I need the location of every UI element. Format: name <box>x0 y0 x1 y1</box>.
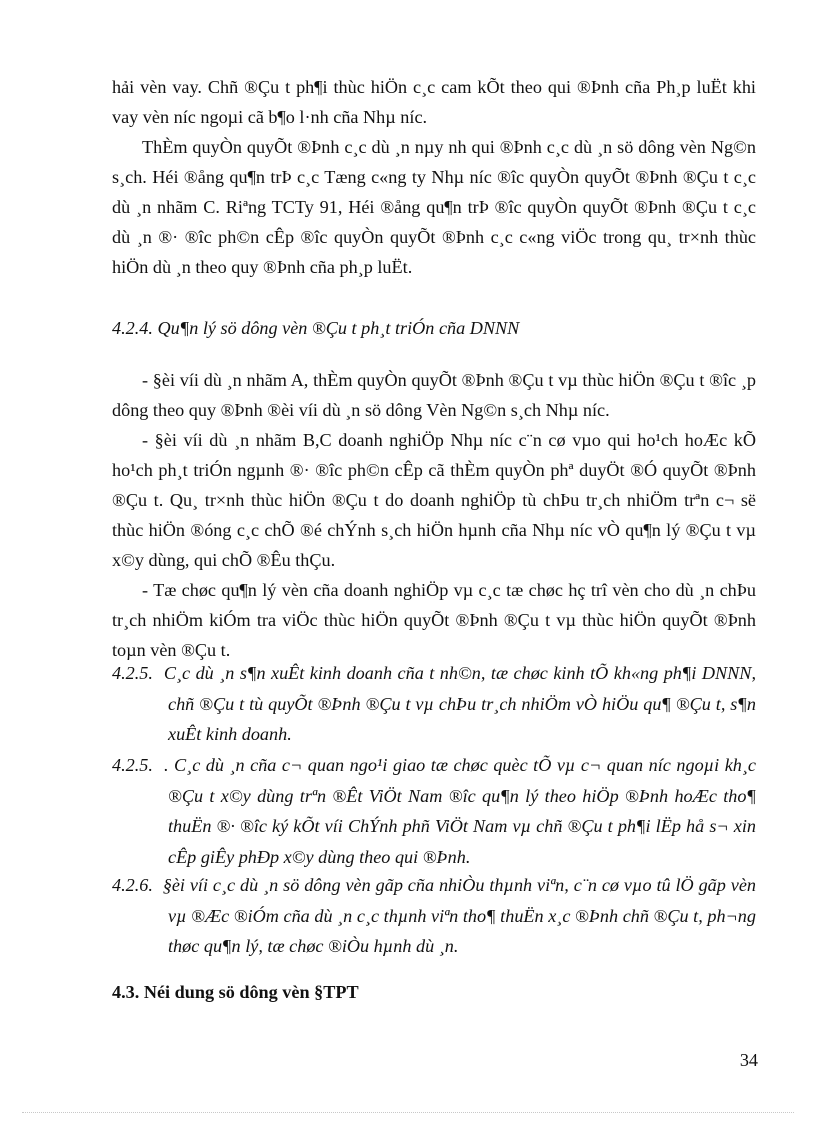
italic-item-joint-capital <box>112 870 756 962</box>
section-heading-4-2-4: 4.2.4. Qu¶n lý sö dông vèn ®Çu t ph¸t triÓn cña DNNN <box>112 318 520 338</box>
item-number: 4.2.5. <box>112 663 153 683</box>
section-heading-4-3: 4.3. Néi dung sö dông vèn §TPT <box>112 982 359 1002</box>
footer-divider <box>22 1112 794 1113</box>
paragraph-loan-commitment: hải vèn vay. Chñ ®Çu t ph¶i thùc hiÖn c¸c cam kÕt theo qui ®Þnh cña Ph¸p luËt khi vay vèn níc ngoµi cã b¶o l·nh cña Nhµ níc. <box>112 77 756 127</box>
italic-item-foreign-projects <box>112 750 756 872</box>
paragraph-group-a: - §èi víi dù ¸n nhãm A, thÈm quyÒn quyÕt ®Þnh ®Çu t vµ thùc hiÖn ®Çu t ®îc ¸p dông theo quy ®Þnh ®èi víi dù ¸n sö dông Vèn Ng©n s¸ch Nhµ níc. <box>112 370 756 420</box>
item-number: 4.2.6. <box>112 875 153 895</box>
item-number: 4.2.5. <box>112 755 153 775</box>
item-text: . C¸c dù ¸n cña c¬ quan ngo¹i giao tæ chøc quèc tÕ vµ c¬ quan níc ngoµi kh¸c ®Çu t x©y dùng trªn ®Êt ViÖt Nam ®îc qu¶n lý theo hiÖp ®Þnh hoÆc tho¶ thuËn ®· ®îc ký kÕt víi ChÝnh phñ ViÖt Nam vµ chñ ®Çu t ph¶i lËp hå s¬ xin cÊp giÊy phÐp x©y dùng theo qui ®Þnh. <box>163 755 757 867</box>
paragraph-approval-authority: ThÈm quyÒn quyÕt ®Þnh c¸c dù ¸n nµy nh qui ®Þnh c¸c dù ¸n sö dông vèn Ng©n s¸ch. Héi ®ång qu¶n trÞ c¸c Tæng c«ng ty Nhµ níc ®îc quyÒn quyÕt ®Þnh ®Çu t c¸c dù ¸n nhãm C. Riªng TCTy 91, Héi ®ång qu¶n trÞ ®îc quyÒn quyÕt ®Þnh ®Çu t c¸c dù ¸n ®· ®îc ph©n cÊp ®îc quyÒn quyÕt ®Þnh c¸c c«ng viÖc trong qu¸ tr×nh thùc hiÖn dù ¸n theo quy ®Þnh cña ph¸p luËt. <box>112 137 756 277</box>
page-number: 34 <box>739 1050 758 1070</box>
section-4-2-4-body <box>112 365 756 665</box>
paragraph-group-bc: - §èi víi dù ¸n nhãm B,C doanh nghiÖp Nhµ níc c¨n cø vµo qui ho¹ch hoÆc kÕ ho¹ch ph¸t triÓn ngµnh ®· ®îc ph©n cÊp cã thÈm quyÒn phª duyÖt ®Ó quyÕt ®Þnh ®Çu t. Qu¸ tr×nh thùc hiÖn ®Çu t do doanh nghiÖp tù chÞu tr¸ch nhiÖm trªn c¬ së thùc hiÖn ®óng c¸c chÕ ®é chÝnh s¸ch hiÖn hµnh cña Nhµ níc vÒ qu¶n lý ®Çu t vµ x©y dùng, qui chÕ ®Êu thÇu. <box>112 430 756 570</box>
item-text: §èi víi c¸c dù ¸n sö dông vèn gãp cña nhiÒu thµnh viªn, c¨n cø vµo tû lÖ gãp vèn vµ ®Æc ®iÓm cña dù ¸n c¸c thµnh viªn tho¶ thuËn x¸c ®Þnh chñ ®Çu t, ph¬ng thøc qu¶n lý, tæ chøc ®iÒu hµnh dù ¸n. <box>162 875 757 956</box>
paragraph-capital-management: - Tæ chøc qu¶n lý vèn cña doanh nghiÖp vµ c¸c tæ chøc hç trî vèn cho dù ¸n chÞu tr¸ch nhiÖm kiÓm tra viÖc thùc hiÖn quyÕt ®Þnh ®Çu t vµ thùc hiÖn quyÕt ®Þnh toµn vèn ®Çu t. <box>112 580 756 660</box>
italic-item-private-projects <box>112 658 756 750</box>
item-text: C¸c dù ¸n s¶n xuÊt kinh doanh cña t nh©n, tæ chøc kinh tÕ kh«ng ph¶i DNNN, chñ ®Çu t tù quyÕt ®Þnh ®Çu t vµ chÞu tr¸ch nhiÖm vÒ hiÖu qu¶ ®Çu t, s¶n xuÊt kinh doanh. <box>163 663 756 744</box>
top-paragraphs <box>112 72 756 282</box>
